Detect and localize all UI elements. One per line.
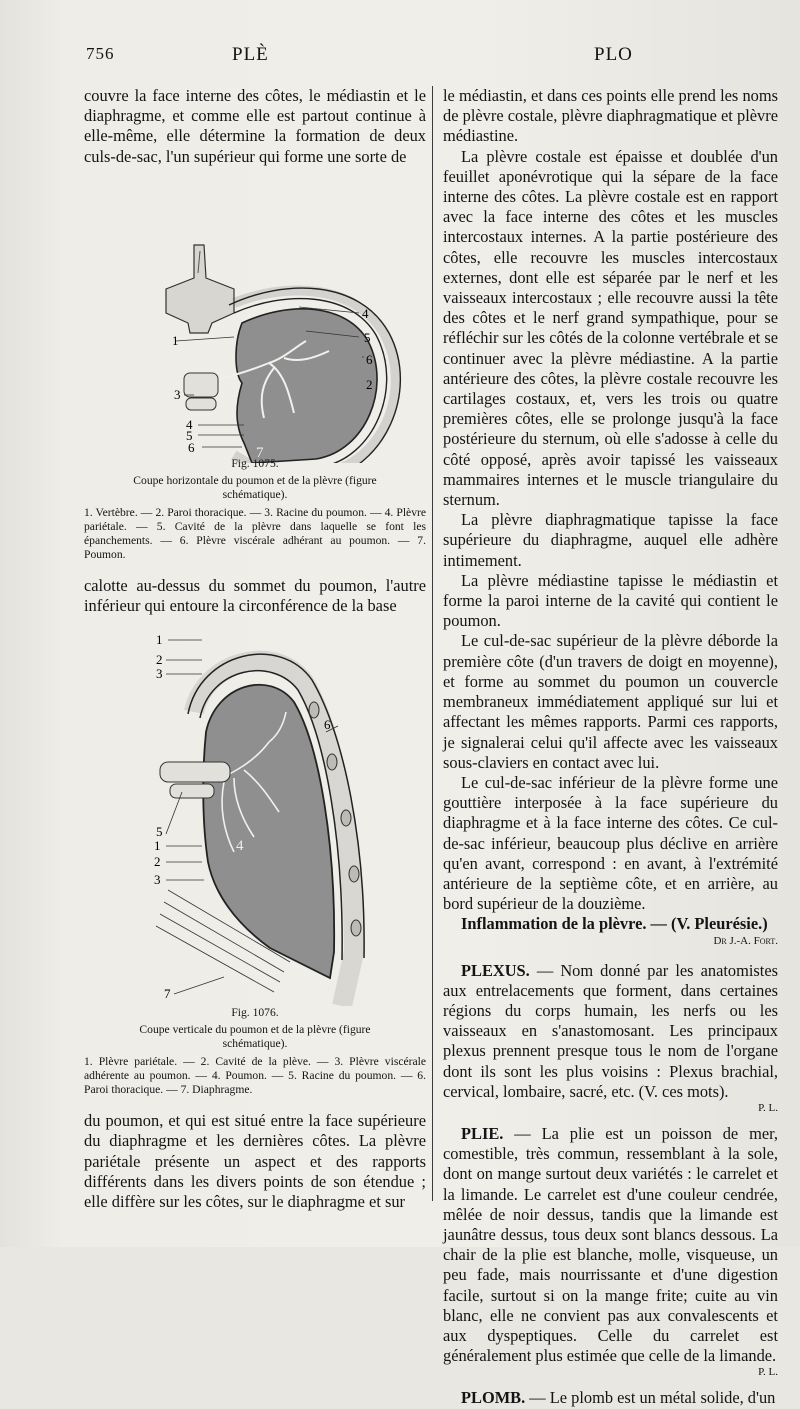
right-paragraph-3: La plèvre diaphragmatique tapisse la face supérieure du diaphragme, auquel elle adhère intimement. xyxy=(443,510,778,570)
fig2-label-4: 4 xyxy=(236,838,244,855)
right-column xyxy=(443,86,778,1409)
right-paragraph-5: Le cul-de-sac supérieur de la plèvre déborde la première côte (d'un travers de doigt en moyenne), et forme au sommet du poumon un couvercle membraneux immédiatement appliqué sur lui et affectant les mêmes rapports. Parmi ces rapports, je signalerai celui qu'il affecte avec les vaisseaux sous-claviers en contact avec lui. xyxy=(443,631,778,772)
right-paragraph-6: Le cul-de-sac inférieur de la plèvre forme une gouttière interposée à la face supérieure du diaphragme et à la face interne des côtes. Ce cul-de-sac inférieur, beaucoup plus déclive en arrière qu'en avant, correspond : en avant, à l'extrémité antérieure de la septième côte, et en arrière, au bord supérieur de la douzième. xyxy=(443,772,778,914)
signature-pl-1: P. L. xyxy=(758,1101,778,1114)
plie-heading: PLIE. xyxy=(461,1123,504,1143)
plie-entry xyxy=(443,1124,778,1366)
plie-body: — La plie est un poisson de mer, comestible, très commun, ressemblant à la sole, dont on mange surtout deux variétés : le carrelet et la limande. Le carrelet est d'une couleur cendrée, mêlée de noir dessus, tandis que la limande est jaunâtre dessus, tous deux sont blancs dessous. La chair de la plie est blanche, molle, visqueuse, un peu fade, mais nourrissante et d'une digestion facile, surtout si on la mange frite; cuite au vin blanc, elle ne convient pas aux convalescents et aux dyspeptiques. Celle du carrelet est généralement plus estimée que celle de la limande. xyxy=(443,1123,778,1366)
fig1-label-4: 4 xyxy=(362,305,369,321)
fig2-label-3b: 3 xyxy=(154,872,161,888)
fig1-label-2: 2 xyxy=(366,376,373,392)
fig2-label-3: 3 xyxy=(156,666,163,682)
running-head-left: PLÈ xyxy=(232,44,269,65)
fig1-label-6: 6 xyxy=(366,351,373,367)
fig1-label-6b: 6 xyxy=(188,439,195,455)
fig1-label-4b: 4 xyxy=(186,416,193,432)
fig2-label-6: 6 xyxy=(324,717,331,733)
fig1-label-7: 7 xyxy=(256,444,264,461)
fig2-label-7: 7 xyxy=(164,986,171,1002)
signature-pl-2: P. L. xyxy=(758,1366,778,1379)
fig1-label-5b: 5 xyxy=(186,427,193,443)
right-paragraph-1: le médiastin, et dans ces points elle prend les noms de plèvre costale, plèvre diaphragmatique et plèvre médiastine. xyxy=(443,86,778,146)
fig2-label-1b: 1 xyxy=(154,838,161,854)
fig1-label-5: 5 xyxy=(364,329,371,345)
plomb-body: — Le plomb est un métal solide, d'un xyxy=(525,1388,776,1408)
fig1-label-1: 1 xyxy=(172,332,179,348)
left-paragraph-2: calotte au-dessus du sommet du poumon, l'autre inférieur qui entoure la circonférence de la base xyxy=(84,575,426,616)
plexus-body: — Nom donné par les anatomistes aux entrelacements que forment, dans certaines régions du corps humain, les nerfs ou les vaisseaux en s'anastomosant. Les principaux plexus prennent presque tous le nom de l'organe dont ils sont les plus voisins : Plexus brachial, cervical, lombaire, sacré, etc. (V. ces mots). xyxy=(443,960,778,1101)
plexus-heading: PLEXUS. xyxy=(461,960,530,980)
page-number: 756 xyxy=(86,44,115,63)
plomb-entry xyxy=(443,1388,778,1408)
column-divider xyxy=(432,86,433,1201)
left-paragraph-3: du poumon, et qui est situé entre la face supérieure du diaphragme et les dernières côtes. La plèvre pariétale présente un aspect et des rapports différents dans les divers points de son étendue ; elle diffère sur les côtes, sur le diaphragme et sur xyxy=(84,1111,426,1212)
fig2-caption: Coupe verticale du poumon et de la plèvre (figure schématique). xyxy=(139,1023,371,1051)
figure-1075-horizontal-section xyxy=(84,173,426,463)
fig2-label-2b: 2 xyxy=(154,854,161,870)
fig2-legend: 1. Plèvre pariétale. — 2. Cavité de la plève. — 3. Plèvre viscérale adhérente au poumon. — 4. Poumon. — 5. Racine du poumon. — 6. Paroi thoracique. — 7. Diaphragme. xyxy=(84,1055,426,1097)
right-paragraph-4: La plèvre médiastine tapisse le médiastin et forme la paroi interne de la cavité qui contient le poumon. xyxy=(443,570,778,631)
inflammation-heading: Inflammation de la plèvre. — (V. Pleurésie.) xyxy=(461,914,768,934)
figure-1076-vertical-section xyxy=(84,622,426,1006)
running-head-right: PLO xyxy=(594,44,633,65)
fig1-number: Fig. 1075. xyxy=(231,456,279,470)
fig1-caption: Coupe horizontale du poumon et de la plèvre (figure schématique). xyxy=(133,473,377,501)
left-paragraph-1: couvre la face interne des côtes, le médiastin et le diaphragme, et comme elle est partout continue à elle-même, elle détermine la formation de deux culs-de-sac, l'un supérieur qui forme une sorte de xyxy=(84,86,426,166)
left-column xyxy=(84,86,426,1212)
plomb-heading: PLOMB. xyxy=(461,1388,526,1408)
fig2-label-1: 1 xyxy=(156,632,163,648)
fig1-label-3: 3 xyxy=(174,386,181,402)
fig2-label-2: 2 xyxy=(156,652,163,668)
plexus-entry xyxy=(443,961,778,1102)
signature-fort: Dr J.-A. Fort. xyxy=(713,934,778,947)
fig2-number: Fig. 1076. xyxy=(231,1006,279,1020)
fig2-label-5: 5 xyxy=(156,824,163,840)
fig1-legend: 1. Vertèbre. — 2. Paroi thoracique. — 3. Racine du poumon. — 4. Plèvre pariétale. — 5. Cavité de la plèvre dans laquelle se font les épanchements. — 6. Plèvre viscérale adhérant au poumon. — 7. Poumon. xyxy=(84,505,426,561)
right-paragraph-2: La plèvre costale est épaisse et doublée d'un feuillet aponévrotique qui la sépare de la face interne des côtes. La plèvre costale est en rapport avec la face interne des côtes et les muscles intercostaux internes. A la partie postérieure des côtes, elle recouvre les muscles intercostaux externes, dont elle est séparée par le nerf et les vaisseaux intercostaux ; elle recouvre aussi la tête des côtes et le nerf grand sympathique, pour se réfléchir sur les côtés de la colonne vertébrale et se continuer avec la plèvre médiastine. A la partie antérieure des côtes, la plèvre costale recouvre les cartilages costaux, et, vers les trois ou quatre premières côtes, elle se prolonge jusqu'à la face postérieure du sternum, où elle s'adosse à celle du côté opposé, après avoir tapissé les vaisseaux mammaires internes et le muscle triangulaire du sternum. xyxy=(443,146,778,510)
